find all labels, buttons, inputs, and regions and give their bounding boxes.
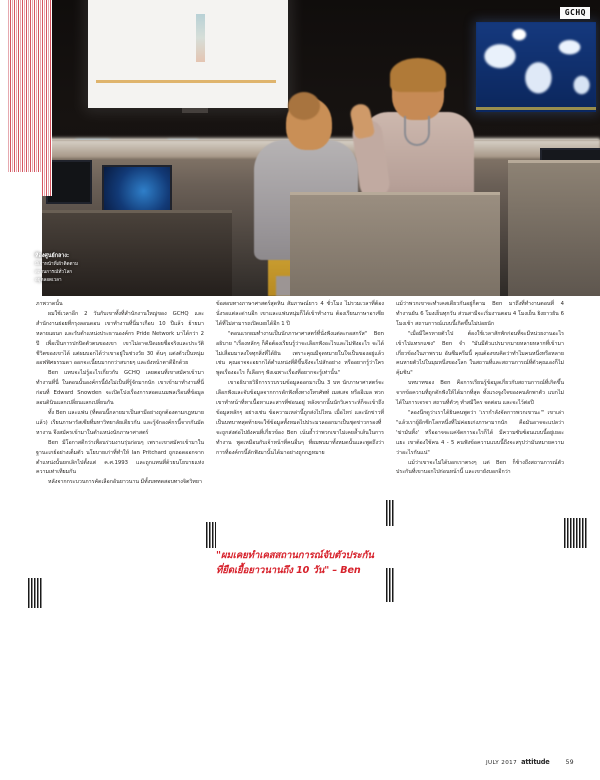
article-paragraph: ผมใช้เวลาอีก 2 วันกับเขาทั้งที่สำนักงานใหญ่ของ GCHQ และสำนักงานย่อยที่กรุงลอนดอน เขาทำงานที่นี่มาเกือบ 10 ปีแล้ว ย้ายมาหลายแผนก และรับตำแหน่งประธานองค์กร Pride Network มาได้กว่า 2 ปี เพื่อเป็นการปกปิดตัวตนของเขา เขาไม่อาจเปิดเผยชื่อจริงและประวัติชีวิตของเขาได้ แต่ผมบอกได้ว่าเขาอยู่ในช่วงวัย 30 ต้นๆ แต่งตัวเป็นหนุ่มออฟฟิศธรรมดา ออกจะเนี้ยบมากกว่าสบายๆ และยังหน้าตาดีอีกด้วย bbox=[36, 310, 204, 367]
projector-screen bbox=[88, 0, 288, 108]
stripe-decoration bbox=[386, 500, 395, 526]
photo-caption-line: อยู่ตลอดเวลา bbox=[35, 278, 62, 284]
footer-brand: attitude bbox=[521, 758, 550, 766]
photo-caption bbox=[35, 252, 113, 285]
gchq-logo: GCHQ bbox=[560, 7, 590, 19]
article-body bbox=[0, 300, 600, 780]
article-paragraph: "ตอนแรกผมทำงานเป็นนักภาษาศาสตร์ที่นั่งฟังแต่ละกอสกรัส" Ben อธิบาย "เรื่องหลักๆ ก็คือต้องเรียนรู้ว่าจะเลือกฟังอะไรและไม่ฟังอะไร จะได้ไม่เสื่อมมาลงใจทุกสิ่งที่ได้ยิน เพราะคุณมีจุดหมายในใจเป็นของอยู่แล้ว เช่น คุณอาจจะอยากได้ตำแหน่งที่ดีขึ้นจึงจะไปสักอย่าง หรืออยากรู้ว่าใครพูดเรื่องอะไร ก็เลือกๆ ฟังเฉพาะเรื่องที่อยากจะรู้เท่านั้น" bbox=[216, 330, 384, 377]
page-footer bbox=[486, 758, 574, 766]
pull-quote-line: ที่ยืดเยื้อยาวนานถึง 10 วัน" – Ben bbox=[216, 565, 361, 576]
article-paragraph: เขาอธิบายวิธีการรวบรวมข้อมูลออกมาเป็น 3 บท นักภาษาศาสตร์จะเลือกฟังและจับข้อมูลจากการดักฟังทั้งทางโทรศัพท์ เมสเสจ หรืออีเมล พวกเขาทำหน้าที่หาเนื้อหาและสารที่ซ่อนอยู่ หลังจากนั้นนักวิเคราะห์ก็จะเข้าถึงข้อมูลหลักๆ อย่างเช่น ข้อความเหล่านี้ถูกส่งไปไหน เมื่อไหร่ และนักข่าวที่เป็นบทบาทสุดท้ายจะใช้ข้อมูลทั้งหมดไปประมวลออกมาเป็นชุดข่าวกรองที่จะถูกส่งต่อไปยังคนที่เกี่ยวข้อง Ben เน้นย้ำว่าพวกเขาไม่เคยล้ำเส้นในการทำงาน พูดเหมือนกับเจ้าหน้าที่คนอื่นๆ ที่ผมพบมาทั้งหมดนั้นและพูดถึงว่าการที่องค์กรนี้ลักฟังมานั้นได้มาอย่างถูกกฎหมาย bbox=[216, 380, 384, 456]
article-paragraph: "ลองนึกดูว่าเราได้ยินคนพูดว่า 'เรากำลังจัดการพวกเขานะ'" เขาเล่า "แล้วเรายู้อีกซีกโลกหนึ่งที่ไม่ค่อยเก่งภาษามากนัก คือมันอาจจะแปลว่า 'ฆ่ามันทิ้ง' หรืออาจจะแค่จัดการอะไรก็ได้ มีความซับซ้อนแบบนี้อยู่เยอะแยะ เขาต้องใช้คน 4 - 5 คนฟังข้อความแบบนี้ถึงจะสรุปว่ามันหมายความว่าอะไรกันแน่" bbox=[396, 409, 564, 456]
stripe-decoration bbox=[28, 578, 42, 608]
article-paragraph: บทบาทของ Ben คือการเรียนรู้ข้อมูลเกี่ยวกับสถานการณ์ที่เกิดขึ้นจากข้อความที่ถูกดักฟังให้ได้มากที่สุด ทั้งแรงจูงใจของคนลักพาตัว แบกไม่ได้ในการเจรจา สถานที่ตัวๆ ทำสมีใคร จดต่อน และจะไว้ต่อปี bbox=[396, 380, 564, 407]
article-paragraph: Ben แทบจะไม่รู้อะไรเกี่ยวกับ GCHQ เลยตอนที่เขาสมัครเข้ามาทำงานที่นี่ ในตอนนั้นองค์กรนี้ยังไม่เป็นที่รู้จักมากนัก เขาเข้ามาทำงานที่นี่ก่อนที่ Edward Snowden จะเปิดโปงเรื่องการสอดแนมพลเรือนที่ข้อมูลลอนดินินแลกเปลี่ยนแลกเปลี่ยนกัน bbox=[36, 370, 204, 407]
photo-frame bbox=[40, 0, 600, 296]
photo-caption-title: ห้องศูนย์กลาง: bbox=[35, 253, 70, 259]
text-column-2 bbox=[216, 300, 384, 459]
article-paragraph: แม้ว่าเขาจะไม่ได้บอกเราตรงๆ แต่ Ben ก็ช้างถึงสถานการณ์ตัวประกันที่เขาบอกไปก่อนหน้านี้ และเขายังบอกอีกว่า bbox=[396, 459, 564, 476]
cubicle-partition bbox=[508, 160, 600, 296]
person-woman-hair-bun bbox=[288, 92, 320, 120]
photo-caption-line: มีเจ้าหน้าที่เฝ้าติดตาม bbox=[35, 261, 79, 267]
stripe-decoration bbox=[564, 518, 588, 548]
article-paragraph: Ben มีโอกาสดีกว่าเพื่อนร่วมงานรุ่นก่อนๆ เพราะเขาสมัครเข้ามาในฐานะเกย์อย่างเต็มตัว นโยบายเก่าที่ทำให้ Ian Pritchard ถูกถอดออกจากตำแหน่งนั้นยกเลิกไปตั้งแต่ ค.ศ.1993 และถูกแทนที่ด้วยนโยบายแห่งความเท่าเทียมกัน bbox=[36, 439, 204, 476]
article-paragraph: ภาพวาดนั้น bbox=[36, 301, 63, 307]
page-number: 59 bbox=[565, 759, 574, 766]
text-column-1 bbox=[36, 300, 204, 488]
footer-date: JULY 2017 bbox=[485, 760, 518, 766]
article-paragraph: หลังจากกระบวนการคัดเลือกอันยาวนาน มีทั้งบททดสอบทางจิตวิทยา bbox=[48, 479, 202, 486]
photo-caption-line: สถานการณ์ทั่วโลก bbox=[35, 269, 73, 275]
screen-graphic-rule bbox=[96, 80, 276, 83]
person-man-hair bbox=[390, 58, 446, 92]
screen-graphic-bar bbox=[196, 14, 205, 62]
world-map-monitor bbox=[476, 22, 596, 112]
article-paragraph: แม้ว่าพวกเขาจะทำเคสเดียวกันอยู่ก็ตาม Ben มาถึงที่ทำงานตอนที่ 4 ทำงานยัน 6 โมงเย็นทุกวัน ส่วนสามีจะเริ่มงานตอน 4 โมงเย็น ยิงยาวยัน 6 โมงเช้า สถานการณ์แบบนี้เกิดขึ้นไม่บ่อยนัก bbox=[396, 301, 564, 327]
projector-screen-stand bbox=[182, 108, 208, 113]
cubicle-partition bbox=[290, 192, 500, 296]
article-photo-block bbox=[0, 0, 600, 296]
person-man-lanyard bbox=[404, 116, 430, 146]
stripe-decoration bbox=[206, 522, 216, 548]
text-column-3 bbox=[396, 300, 564, 478]
desk-monitor bbox=[46, 160, 92, 204]
article-paragraph: ข้อสอบทางภาษาศาสตร์สุดหิน สัมภาษณ์ยาว 4 ชั่วโมง ไม่รวมเวลาที่ต้องนั่งรอแต่ละด่านอีก เขาและแฟนหนุ่มก็ได้เข้าทำงาน ต้องเรียนภาษาอาเซียได้ที่ไม่สามารถเปิดเผยได้อีก 1 ปี bbox=[216, 301, 384, 327]
article-paragraph: "เมื่อมีใครหายตัวไป ต้องใช้เวลาสักพักก่อนที่จะมีหน่วยงานอะไรเข้าไปแทรกแซง" Ben จำ "มันมีตัวแปรมากมายหลายหลากที่เข้ามาเกี่ยวข้องในภาพรวม อันซึมครีมนี้ คุณต้องขบคิดว่าทำไมคนหนึ่งหรือหลายคนหายตัวไปในมุมหนึ่งของโลก ในสถานที่และสถานการณ์ที่ตัวคุณเองก็ไม่คุ้มชิน" bbox=[396, 330, 564, 377]
pull-quote bbox=[216, 548, 396, 578]
pull-quote-line: "ผมเคยทำเคสสถานการณ์จับตัวประกัน bbox=[216, 550, 374, 561]
red-pinstripe-decoration bbox=[8, 0, 52, 196]
stripe-decoration bbox=[386, 568, 395, 602]
article-paragraph: ทั้ง Ben และแฟน (ที่ตอนนี้กลายมาเป็นสามีอย่างถูกต้องตามกฎหมายแล้ว) เรียนภาษารัสเซียที่มหาวิทยาลัยเดียวกัน และรู้จักองค์กรนี้จากกันมัดหางาน จึงสมัครเข้ามาในตำแหน่งนักภาษาศาสตร์ bbox=[36, 409, 204, 436]
